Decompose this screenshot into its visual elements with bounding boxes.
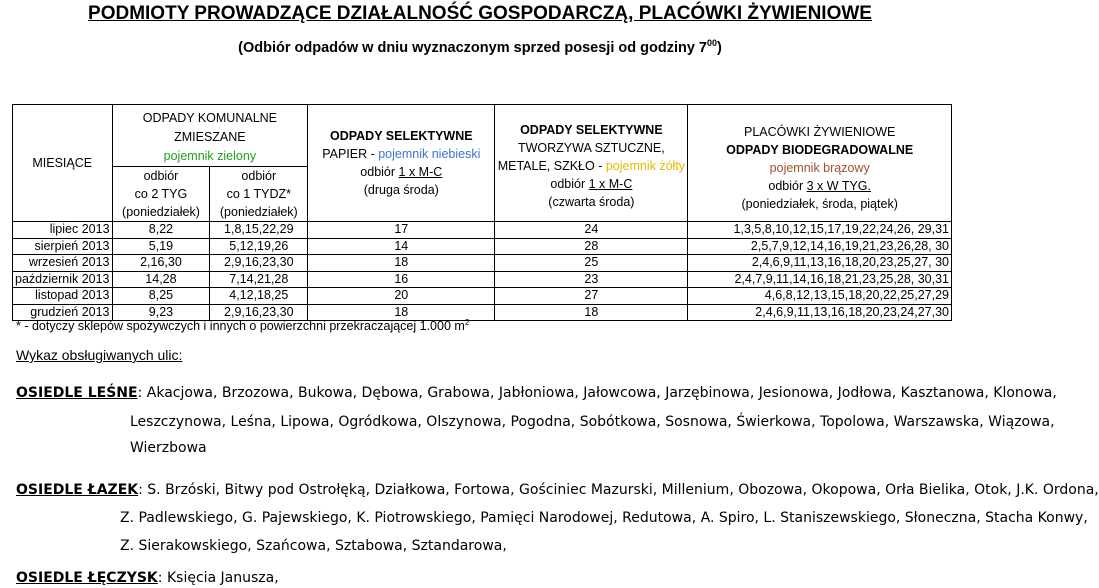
month-cell: sierpień 2013 [13, 238, 113, 255]
estate-lesne-streets-2: Leszczynowa, Leśna, Lipowa, Ogródkowa, Olszynowa, Pogodna, Sobótkowa, Sosnowa, Świerkowa, Topolowa, Warszawska, Wiązowa, [130, 414, 1055, 430]
estate-lesne-line-1 [16, 385, 1057, 401]
estate-lazek-streets-1: : S. Brzóski, Bitwy pod Ostrołęką, Działkowa, Fortowa, Gościniec Mazurski, Millenium, Obozowa, Okopowa, Orła Bielika, Otok, J.K. Ordona, [138, 482, 1099, 498]
komunalne-2tyg-cell: 9,23 [112, 304, 210, 321]
month-cell: wrzesień 2013 [13, 255, 113, 272]
estate-leczysk-streets-1: : Księcia Janusza, [157, 570, 279, 586]
komunalne-1tydz-cell: 2,9,16,23,30 [210, 304, 308, 321]
estate-lazek-streets-2: Z. Padlewskiego, G. Pajewskiego, K. Piotrowskiego, Pamięci Narodowej, Redutowa, A. Spiro, L. Staniszewskiego, Słoneczna, Stacha Konwy, [120, 510, 1088, 526]
table-header-row-1 [13, 105, 952, 167]
month-cell: październik 2013 [13, 271, 113, 288]
kom-b-day: (poniedziałek) [219, 205, 298, 219]
bio-days: (poniedziałek, środa, piątek) [741, 197, 898, 211]
estate-lazek-name: OSIEDLE ŁAZEK [16, 482, 139, 498]
estate-lesne-streets-3: Wierzbowa [130, 440, 207, 456]
komunalne-2tyg-cell: 2,16,30 [112, 255, 210, 272]
estate-leczysk-name: OSIEDLE ŁĘCZYSK [16, 570, 158, 586]
page-subtitle [0, 38, 960, 56]
komunalne-header [112, 105, 308, 167]
komunalne-sub-a [112, 167, 210, 222]
bio-cell: 2,4,6,9,11,13,16,18,20,23,25,27, 30 [688, 255, 952, 272]
komunalne-sub-b [210, 167, 308, 222]
komunalne-1tydz-cell: 7,14,21,28 [210, 271, 308, 288]
subtitle-end: ) [717, 39, 722, 56]
plastik-day: (czwarta środa) [548, 195, 635, 209]
komunalne-title-2: ZMIESZANE [174, 130, 246, 144]
table-row [13, 288, 952, 305]
bio-container: pojemnik brązowy [769, 161, 870, 175]
footnote-text: * - dotyczy sklepów spożywczych i innych o powierzchni przekraczającej 1.000 m [16, 319, 465, 334]
komunalne-container: pojemnik zielony [163, 149, 257, 163]
plastik-cell: 28 [495, 238, 688, 255]
bio-header [688, 105, 952, 222]
papier-odbior-freq: 1 x M-C [398, 165, 443, 179]
bio-odbior-freq: 3 x W TYG. [806, 179, 871, 193]
papier-cell: 17 [308, 222, 495, 239]
papier-prefix: PAPIER - [322, 147, 379, 161]
papier-title: ODPADY SELEKTYWNE [329, 129, 473, 143]
komunalne-title-1: ODPADY KOMUNALNE [142, 111, 278, 125]
schedule-table [12, 104, 952, 321]
plastik-cell: 27 [495, 288, 688, 305]
komunalne-2tyg-cell: 8,25 [112, 288, 210, 305]
plastik-odbior-freq: 1 x M-C [588, 177, 633, 191]
plastik-prefix: METALE, SZKŁO - [497, 159, 606, 173]
papier-cell: 14 [308, 238, 495, 255]
plastik-cell: 23 [495, 271, 688, 288]
footnote-superscript: 2 [464, 318, 470, 327]
plastik-line-2 [497, 157, 685, 175]
papier-line [310, 145, 492, 163]
bio-line-1: PLACÓWKI ŻYWIENIOWE [743, 125, 896, 139]
table-row [13, 238, 952, 255]
komunalne-1tydz-cell: 1,8,15,22,29 [210, 222, 308, 239]
bio-cell: 1,3,5,8,10,12,15,17,19,22,24,26, 29,31 [688, 222, 952, 239]
komunalne-2tyg-cell: 14,28 [112, 271, 210, 288]
month-cell: grudzień 2013 [13, 304, 113, 321]
bio-cell: 2,5,7,9,12,14,16,19,21,23,26,28, 30 [688, 238, 952, 255]
kom-a-freq: co 2 TYG [134, 187, 188, 201]
papier-container: pojemnik niebieski [378, 147, 481, 161]
estate-lazek-streets-3: Z. Sierakowskiego, Szańcowa, Sztabowa, Sztandarowa, [120, 538, 507, 554]
bio-line-2: ODPADY BIODEGRADOWALNE [726, 143, 914, 157]
month-cell: listopad 2013 [13, 288, 113, 305]
papier-cell: 20 [308, 288, 495, 305]
estate-lazek-line-1 [16, 482, 1099, 498]
komunalne-2tyg-cell: 5,19 [112, 238, 210, 255]
kom-b-freq: co 1 TYDZ* [226, 187, 291, 201]
table-row [13, 255, 952, 272]
table-row [13, 222, 952, 239]
papier-header [308, 105, 495, 222]
papier-cell: 18 [308, 304, 495, 321]
schedule-rows [13, 222, 952, 321]
papier-day: (druga środa) [363, 183, 439, 197]
komunalne-2tyg-cell: 8,22 [112, 222, 210, 239]
papier-cell: 18 [308, 255, 495, 272]
estate-leczysk-line-1 [16, 570, 279, 586]
plastik-cell: 25 [495, 255, 688, 272]
bio-cell: 2,4,6,9,11,13,16,18,20,23,24,27,30 [688, 304, 952, 321]
plastik-line-1: TWORZYWA SZTUCZNE, [517, 141, 665, 155]
estate-lesne-name: OSIEDLE LEŚNE [16, 385, 138, 401]
estate-lesne-streets-1: : Akacjowa, Brzozowa, Bukowa, Dębowa, Grabowa, Jabłoniowa, Jałowcowa, Jarzębinowa, Jesionowa, Jodłowa, Kasztanowa, Klonowa, [137, 385, 1057, 401]
papier-odbior-prefix: odbiór [360, 165, 399, 179]
plastik-cell: 18 [495, 304, 688, 321]
bio-cell: 4,6,8,12,13,15,18,20,22,25,27,29 [688, 288, 952, 305]
plastik-title: ODPADY SELEKTYWNE [520, 123, 663, 137]
kom-b-odbior: odbiór [241, 169, 277, 183]
subtitle-superscript: 00 [707, 38, 718, 48]
plastik-cell: 24 [495, 222, 688, 239]
subtitle-text: (Odbiór odpadów w dniu wyznaczonym sprzed posesji od godziny 7 [238, 39, 707, 56]
kom-a-odbior: odbiór [143, 169, 179, 183]
kom-a-day: (poniedziałek) [122, 205, 200, 219]
table-row [13, 271, 952, 288]
plastik-odbior [497, 175, 685, 193]
bio-odbior-prefix: odbiór [768, 179, 807, 193]
plastik-container: pojemnik żółty [605, 159, 686, 173]
bio-cell: 2,4,7,9,11,14,16,18,21,23,25,28, 30,31 [688, 271, 952, 288]
footnote [16, 318, 469, 333]
bio-odbior [690, 177, 949, 195]
page-title: PODMIOTY PROWADZĄCE DZIAŁALNOŚĆ GOSPODARCZĄ, PLACÓWKI ŻYWIENIOWE [88, 3, 872, 24]
papier-odbior [310, 163, 492, 181]
plastik-header [495, 105, 688, 222]
komunalne-1tydz-cell: 4,12,18,25 [210, 288, 308, 305]
months-header: MIESIĄCE [13, 105, 113, 222]
papier-cell: 16 [308, 271, 495, 288]
komunalne-1tydz-cell: 5,12,19,26 [210, 238, 308, 255]
month-cell: lipiec 2013 [13, 222, 113, 239]
plastik-odbior-prefix: odbiór [550, 177, 589, 191]
komunalne-1tydz-cell: 2,9,16,23,30 [210, 255, 308, 272]
streets-heading: Wykaz obsługiwanych ulic: [16, 347, 183, 363]
